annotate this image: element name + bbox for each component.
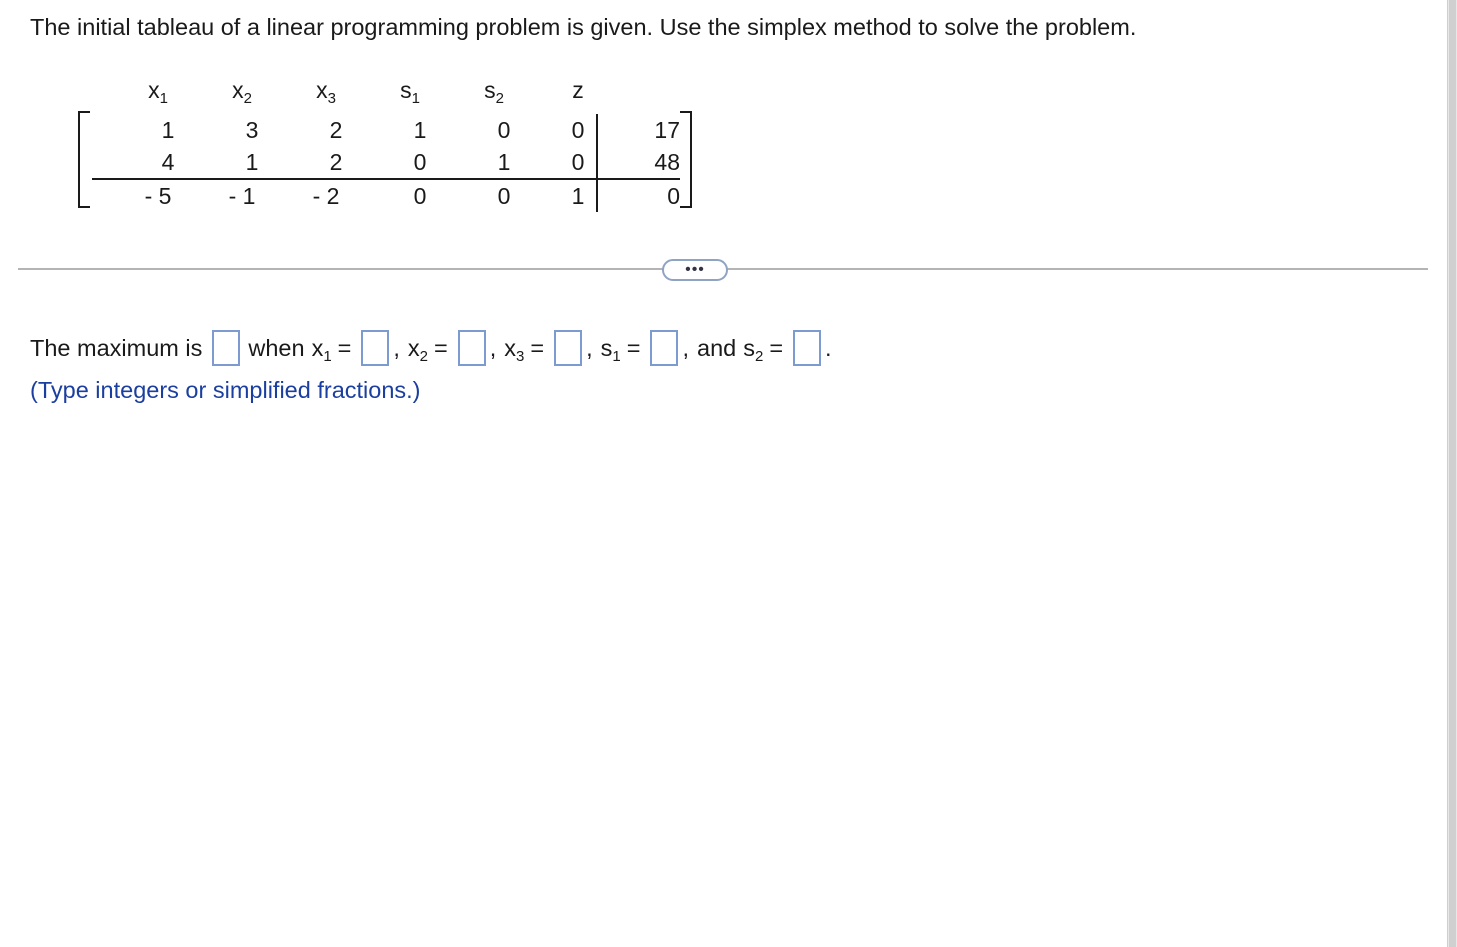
equals-sign: =: [434, 334, 448, 361]
s2-input[interactable]: [793, 330, 821, 366]
tableau-cell: - 1: [228, 183, 256, 209]
answer-hint: (Type integers or simplified fractions.): [30, 377, 421, 403]
and-label: and: [697, 334, 737, 361]
header-x1: $x_1$: [148, 77, 168, 107]
tableau-cell: 0: [571, 149, 585, 175]
right-bracket: [680, 111, 692, 208]
equals-sign: =: [769, 334, 784, 361]
equals-sign: =: [337, 334, 352, 361]
maximum-label: The maximum is: [30, 334, 203, 361]
comma: ,: [393, 334, 400, 361]
header-s2: $s_2$: [484, 77, 504, 107]
question-text: The initial tableau of a linear programming problem is given. Use the simplex method to solve the problem.: [30, 14, 1137, 40]
tableau-cell: 0: [413, 183, 427, 209]
when-label: when: [248, 334, 305, 361]
tableau-cell: 2: [329, 117, 343, 143]
tableau-cell: 1: [571, 183, 585, 209]
tableau-cell: 1: [413, 117, 427, 143]
tableau-rhs-cell: 48: [654, 149, 680, 175]
var-s2-label: $s_2$: [743, 334, 764, 365]
comma: ,: [682, 334, 689, 361]
header-x3: $x_3$: [316, 77, 336, 107]
var-s1-label: $s_1$: [600, 334, 621, 365]
tableau-cell: 2: [329, 149, 343, 175]
header-s1: $s_1$: [400, 77, 420, 107]
equals-sign: =: [626, 334, 641, 361]
var-x2-label: $x_2$: [407, 334, 429, 365]
s1-input[interactable]: [650, 330, 678, 366]
tableau-cell: 0: [497, 117, 511, 143]
equals-sign: =: [530, 334, 545, 361]
scrollbar-thumb[interactable]: [1449, 0, 1456, 947]
tableau-cell: - 5: [144, 183, 172, 209]
header-z: z: [572, 77, 584, 103]
header-x2: $x_2$: [232, 77, 252, 107]
maximum-input[interactable]: [212, 330, 240, 366]
tableau-cell: 1: [497, 149, 511, 175]
objective-row-divider: [92, 178, 680, 180]
tableau-cell: 3: [245, 117, 259, 143]
show-more-button[interactable]: •••: [662, 259, 728, 281]
vertical-scrollbar[interactable]: [1447, 0, 1457, 947]
tableau-cell: - 2: [312, 183, 340, 209]
tableau-cell: 4: [161, 149, 175, 175]
var-x3-label: $x_3$: [504, 334, 525, 365]
x3-input[interactable]: [554, 330, 582, 366]
x2-input[interactable]: [458, 330, 486, 366]
tableau-cell: 1: [245, 149, 259, 175]
comma: ,: [586, 334, 593, 361]
var-x1-label: $x_1$: [311, 334, 332, 365]
answer-line: [30, 325, 832, 371]
tableau-rhs-cell: 17: [654, 117, 680, 143]
tableau-cell: 0: [571, 117, 585, 143]
comma: ,: [489, 334, 497, 361]
left-bracket: [78, 111, 90, 208]
tableau-cell: 0: [497, 183, 511, 209]
tableau-rhs-cell: 0: [667, 183, 680, 209]
x1-input[interactable]: [361, 330, 389, 366]
tableau-cell: 1: [161, 117, 175, 143]
tableau-cell: 0: [413, 149, 427, 175]
period: .: [825, 334, 832, 361]
